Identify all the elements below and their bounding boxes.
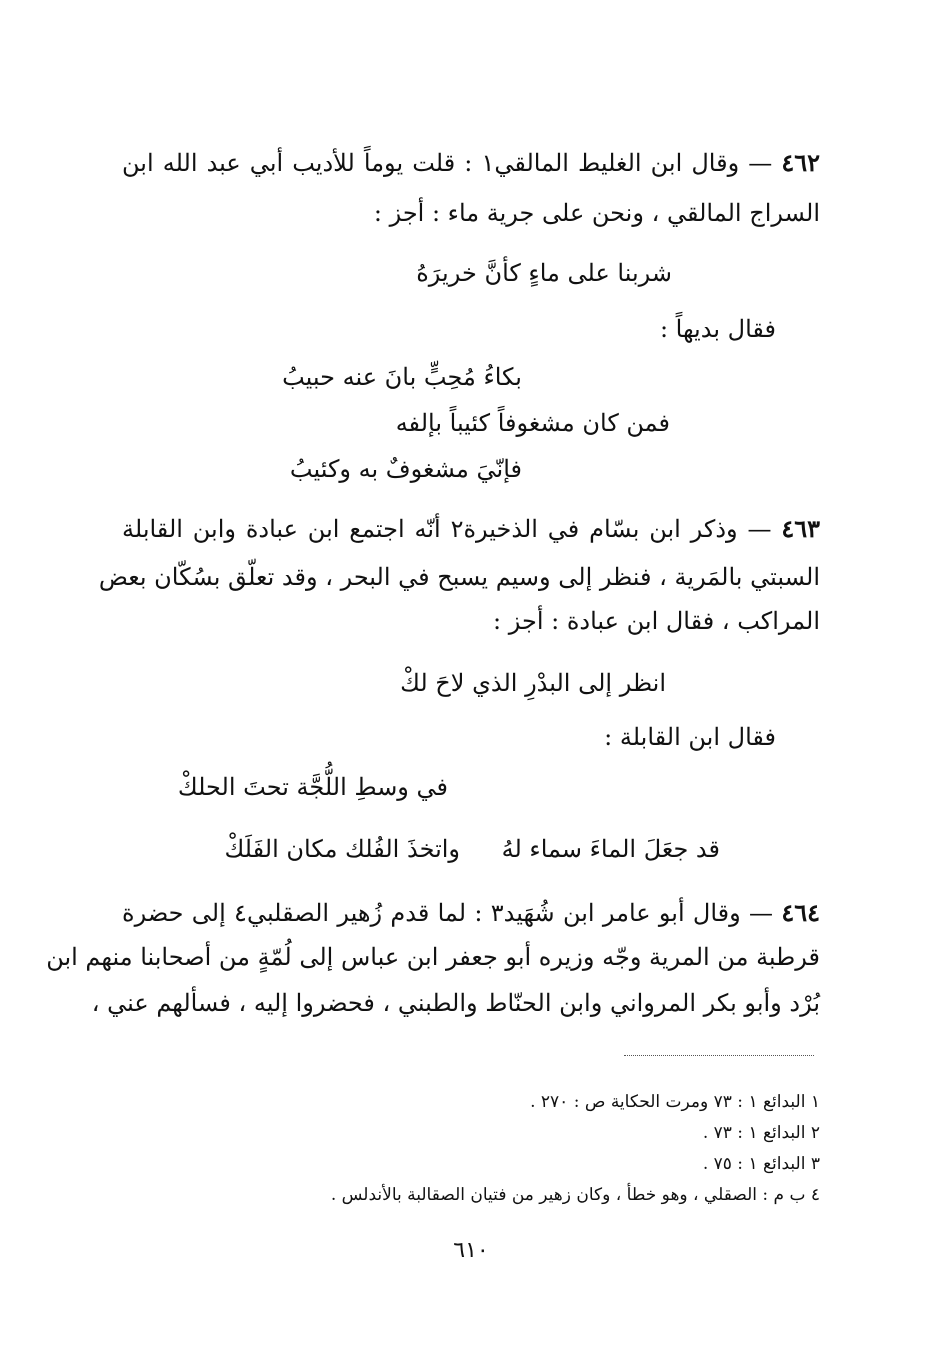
entry-number: ٤٦٤ — [781, 898, 821, 927]
entry-463-line-3: المراكب ، فقال ابن عبادة : أجز : — [493, 607, 820, 635]
entry-462-line-1: ٤٦٢ — وقال ابن الغليط المالقي١ : قلت يوماً للأديب أبي عبد الله ابن — [122, 148, 821, 177]
footnote-4: ٤ ب م : الصقلي ، وهو خطأ ، وكان زهير من فتيان الصقالبة بالأندلس . — [330, 1185, 820, 1205]
footnote-1: ١ البدائع ١ : ٧٣ ومرت الحكاية ص : ٢٧٠ . — [530, 1092, 820, 1112]
verse-hemistich: بكاءُ مُحِبٍّ بانَ عنه حبيبُ — [282, 363, 522, 391]
entry-text: وقال ابن الغليط المالقي١ : قلت يوماً للأديب أبي عبد الله ابن — [122, 149, 740, 177]
entry-463-line-1: ٤٦٣ — وذكر ابن بسّام في الذخيرة٢ أنّه اجتمع ابن عبادة وابن القابلة — [122, 514, 820, 543]
entry-text: وقال أبو عامر ابن شُهَيد٣ : لما قدم زُهير الصقلبي٤ إلى حضرة — [122, 899, 741, 927]
verse-hemistich: في وسطِ اللُّجَّة تحتَ الحلكْ — [177, 773, 448, 801]
entry-text: وذكر ابن بسّام في الذخيرة٢ أنّه اجتمع ابن عبادة وابن القابلة — [122, 515, 738, 543]
entry-464-line-1: ٤٦٤ — وقال أبو عامر ابن شُهَيد٣ : لما قدم زُهير الصقلبي٤ إلى حضرة — [122, 898, 821, 927]
entry-464-line-2: قرطبة من المرية وجّه وزيره أبو جعفر ابن عباس إلى لُمّةٍ من أصحابنا منهم ابن — [46, 943, 820, 971]
verse-hemistich: قد جعَلَ الماءَ سماء لهُ — [501, 835, 720, 863]
verse-intro: فقال بديهاً : — [659, 315, 776, 343]
verse-hemistich: انظر إلى البدْرِ الذي لاحَ لكْ — [400, 669, 666, 697]
page-number: ٦١٠ — [453, 1238, 489, 1263]
verse-intro: فقال ابن القابلة : — [604, 723, 776, 751]
entry-464-line-3: بُرْد وأبو بكر المرواني وابن الحنّاط والطبني ، فحضروا إليه ، فسألهم عني ، — [91, 989, 820, 1017]
footnote-3: ٣ البدائع ١ : ٧٥ . — [702, 1154, 820, 1174]
verse-hemistich: فإنّيَ مشغوفٌ به وكئيبُ — [289, 455, 522, 483]
entry-463-line-2: السبتي بالمَرية ، فنظر إلى وسيم يسبح في البحر ، وقد تعلّق بسُكّان بعض — [98, 563, 820, 591]
verse-hemistich: واتخذَ الفُلك مكان الفَلَكْ — [224, 835, 460, 863]
verse-hemistich: فمن كان مشغوفاً كئيباً بإلفه — [395, 409, 670, 437]
entry-number: ٤٦٢ — [781, 148, 821, 177]
entry-462-line-2: السراج المالقي ، ونحن على جرية ماء : أجز : — [373, 199, 820, 227]
footnote-divider — [624, 1055, 814, 1056]
footnote-2: ٢ البدائع ١ : ٧٣ . — [702, 1123, 820, 1143]
entry-number: ٤٦٣ — [781, 514, 820, 543]
verse-hemistich: شربنا على ماءٍ كأنَّ خريرَهُ — [416, 259, 672, 287]
